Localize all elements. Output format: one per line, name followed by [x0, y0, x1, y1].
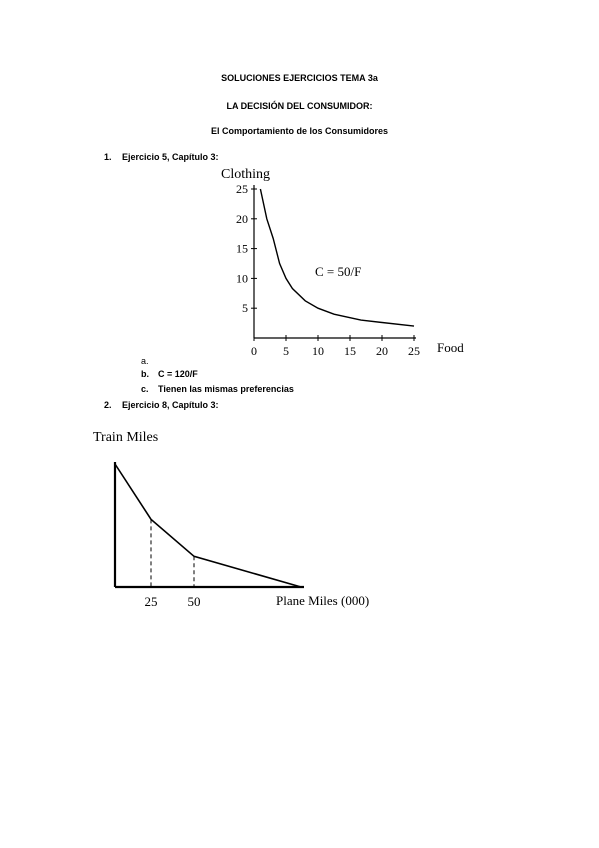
subitem-b-text: C = 120/F — [158, 369, 198, 379]
chart1-x-tick-label: 10 — [312, 344, 324, 358]
subitem-c-letter: c. — [141, 384, 149, 394]
chart1-y-axis-label: Clothing — [221, 167, 271, 182]
chart2-x-axis-label: Plane Miles (000) — [276, 593, 370, 608]
item-2-number: 2. — [104, 400, 112, 410]
subitem-b-letter: b. — [141, 369, 149, 379]
item-2-label: Ejercicio 8, Capítulo 3: — [122, 400, 219, 410]
item-1-number: 1. — [104, 152, 112, 162]
item-1-label: Ejercicio 5, Capítulo 3: — [122, 152, 219, 162]
subitem-a-letter: a. — [141, 356, 149, 366]
chart1-x-axis-label: Food — [437, 340, 464, 355]
chart-train-plane — [88, 424, 398, 614]
chart2-y-axis-label: Train Miles — [93, 430, 159, 445]
chart1-x-tick-label: 25 — [408, 344, 420, 358]
chart1-y-tick-label: 5 — [242, 301, 248, 316]
chart1-annotation: C = 50/F — [315, 264, 362, 279]
chart2-axes — [115, 462, 304, 587]
chart1-indifference-curve — [260, 189, 414, 326]
chart-clothing-food — [215, 160, 475, 365]
chart1-x-tick-label: 5 — [283, 344, 289, 358]
doc-subtitle: LA DECISIÓN DEL CONSUMIDOR: — [226, 101, 373, 111]
subitem-c-text: Tienen las mismas preferencias — [158, 384, 294, 394]
chart2-x-tick-label: 50 — [187, 594, 201, 609]
chart1-x-tick-label: 15 — [344, 344, 356, 358]
chart1-x-tick-label: 20 — [376, 344, 388, 358]
chart1-y-tick-label: 10 — [236, 271, 248, 286]
doc-title: SOLUCIONES EJERCICIOS TEMA 3a — [221, 73, 378, 83]
chart1-y-tick-label: 25 — [236, 182, 248, 196]
chart2-budget-line — [115, 464, 301, 587]
chart1-y-tick-label: 20 — [236, 211, 248, 226]
chart2-x-tick-label: 25 — [144, 594, 158, 609]
chart1-x-tick-label: 0 — [251, 344, 257, 358]
chart1-y-tick-label: 15 — [236, 241, 248, 256]
doc-section-title: El Comportamiento de los Consumidores — [210, 126, 389, 136]
